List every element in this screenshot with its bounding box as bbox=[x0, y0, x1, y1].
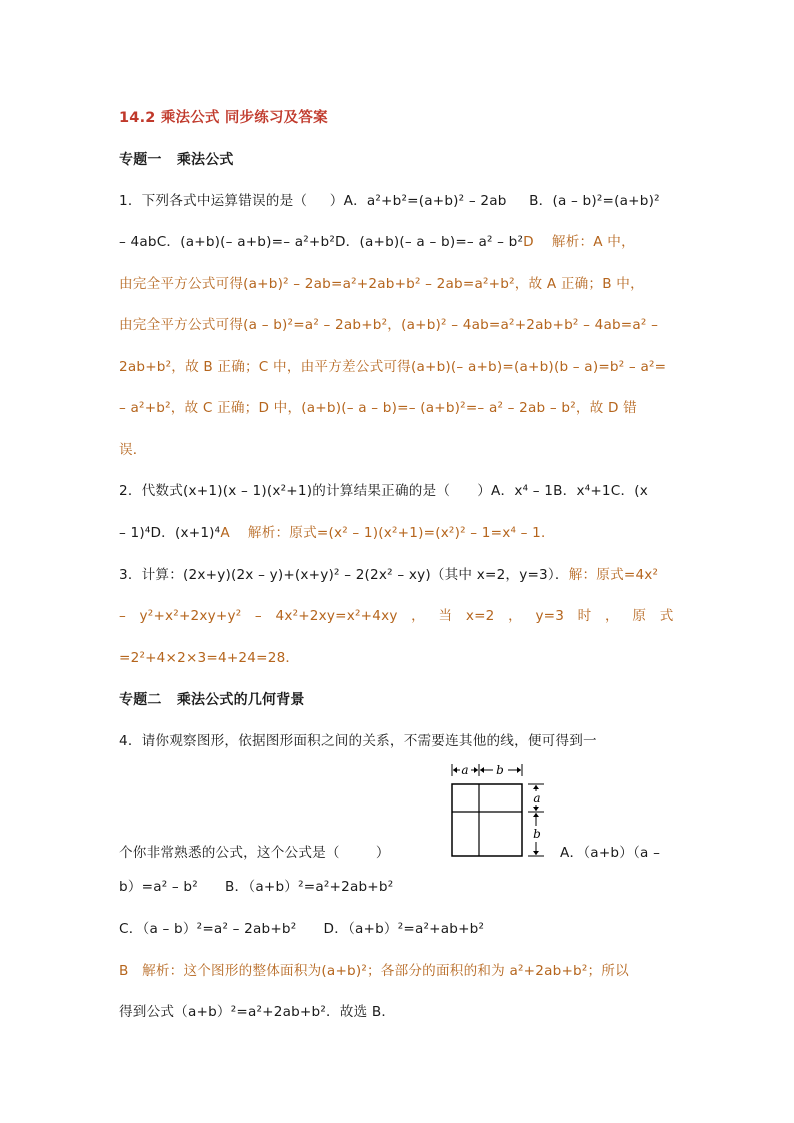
section-heading-2: 专题二 乘法公式的几何背景 bbox=[119, 692, 305, 708]
q4-line-3: b）=a² – b² B．（a+b）²=a²+2ab+b² bbox=[119, 879, 394, 895]
q3-line-3: =2²+4×2×3=4+24=28． bbox=[119, 650, 300, 666]
q4-option-a-start: A．（a+b）（a – bbox=[560, 845, 661, 861]
q3-question: 3．计算：(2x+y)(2x – y)+(x+y)² – 2(2x² – xy)（其中 x=2，y=3）． bbox=[119, 567, 569, 583]
q4-line-2a: 个你非常熟悉的公式，这个公式是（ ） bbox=[119, 845, 390, 861]
q1-line-6: – a²+b²，故 C 正确；D 中，(a+b)(– a – b)=– (a+b)²=– a² – 2ab – b²，故 D 错 bbox=[119, 400, 637, 416]
section-heading-1: 专题一 乘法公式 bbox=[119, 152, 234, 168]
fig-top-b-label: b bbox=[496, 764, 504, 777]
fig-side-b-label: b bbox=[533, 827, 541, 841]
q1-answer: D 解析：A 中， bbox=[523, 234, 635, 250]
q2-line-2 bbox=[119, 523, 555, 543]
q4-line-1: 4．请你观察图形，依据图形面积之间的关系，不需要连其他的线，便可得到一 bbox=[119, 733, 597, 749]
square-area-figure bbox=[448, 764, 548, 860]
q2-line-1: 2．代数式(x+1)(x – 1)(x²+1)的计算结果正确的是（ ）A．x⁴ – 1B．x⁴+1C．(x bbox=[119, 483, 649, 499]
q1-line-7: 误． bbox=[119, 442, 147, 458]
q1-line-3: 由完全平方公式可得(a+b)² – 2ab=a²+2ab+b² – 2ab=a²+b²，故 A 正确；B 中， bbox=[119, 276, 644, 292]
q1-line-5: 2ab+b²，故 B 正确；C 中，由平方差公式可得(a+b)(– a+b)=(a+b)(b – a)=b² – a²= bbox=[119, 359, 667, 375]
q2-option-d: – 1)⁴D．(x+1)⁴ bbox=[119, 525, 221, 541]
q3-line-1 bbox=[119, 565, 658, 585]
q3-answer-start: 解：原式=4x² bbox=[568, 567, 659, 583]
q1-line-1: 1．下列各式中运算错误的是（ ）A．a²+b²=(a+b)² – 2ab B．(a – b)²=(a+b)² bbox=[119, 193, 660, 209]
q1-options: – 4abC．(a+b)(– a+b)=– a²+b²D．(a+b)(– a – b)=– a² – b² bbox=[119, 234, 524, 250]
q4-answer-line-1: B 解析：这个图形的整体面积为(a+b)²；各部分的面积的和为 a²+2ab+b²；所以 bbox=[119, 963, 629, 979]
q4-answer-line-2: 得到公式（a+b）²=a²+2ab+b²．故选 B． bbox=[119, 1004, 396, 1020]
q1-line-2 bbox=[119, 232, 635, 252]
fig-side-a-label: a bbox=[533, 791, 541, 805]
q1-line-4: 由完全平方公式可得(a – b)²=a² – 2ab+b²，(a+b)² – 4ab=a²+2ab+b² – 4ab=a² – bbox=[119, 317, 659, 333]
q2-answer: A 解析：原式=(x² – 1)(x²+1)=(x²)² – 1=x⁴ – 1． bbox=[220, 525, 555, 541]
q3-line-2: – y²+x²+2xy+y² – 4x²+2xy=x²+4xy ， 当 x=2 ， y=3 时 ， 原 式 bbox=[119, 608, 674, 624]
fig-top-a-label: a bbox=[461, 764, 469, 777]
page-title: 14.2 乘法公式 同步练习及答案 bbox=[119, 110, 328, 126]
q4-line-4: C．（a – b）²=a² – 2ab+b² D．（a+b）²=a²+ab+b² bbox=[119, 921, 485, 937]
